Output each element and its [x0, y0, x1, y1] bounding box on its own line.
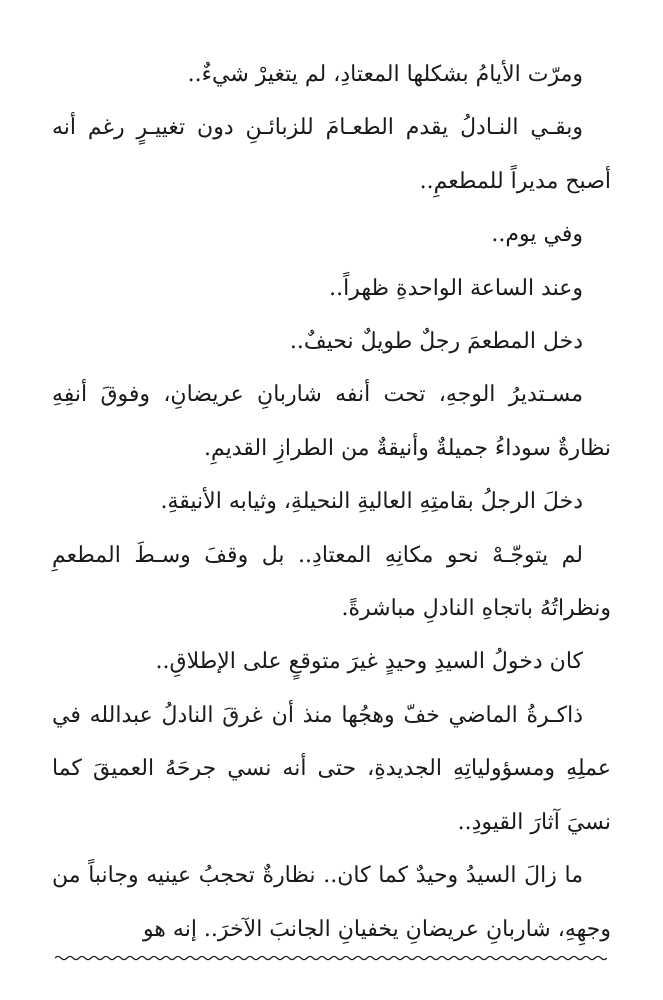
wavy-divider [55, 950, 607, 966]
paragraph: وبقـي النـادلُ يقدم الطعـامَ للزبائـنِ دون تغييـرٍ رغم أنه أصبح مديراً للمطعمِ.. [52, 115, 611, 194]
paragraph: دخلَ الرجلُ بقامتِهِ العاليةِ النحيلةِ، وثيابه الأنيقةِ. [160, 489, 583, 515]
paragraph: دخل المطعمَ رجلٌ طويلٌ نحيفٌ.. [289, 329, 583, 355]
story-text [52, 48, 611, 956]
paragraph: وفي يوم.. [491, 222, 583, 248]
paragraph: ومرّت الأيامُ بشكلها المعتادِ، لم يتغيرْ شيءٌ.. [187, 62, 583, 87]
paragraph: وعند الساعة الواحدةِ ظهراً.. [329, 275, 583, 301]
paragraph: لم يتوجّـهْ نحو مكانِهِ المعتادِ.. بل وقفَ وسـطَ المطعمِ ونظراتُهُ باتجاهِ النادلِ مباشرةً. [52, 542, 611, 622]
paragraph: ذاكـرةُ الماضي خفّ وهجُها منذ أن غرقَ النادلُ عبدالله في عملِهِ ومسؤولياتِهِ الجديدةِ، حتى أنه نسي جرحَهُ العميقَ كما نسيَ آثارَ القيودِ.. [52, 702, 611, 835]
paragraph: مسـتديرُ الوجهِ، تحت أنفه شاربانِ عريضانِ، وفوقَ أنفِهِ نظارةٌ سوداءُ جميلةٌ وأنيقةٌ من الطرازِ القديمِ. [52, 382, 611, 461]
paragraph: ما زالَ السيدُ وحيدٌ كما كان.. نظارةٌ تحجبُ عينيه وجانباً من وجهِهِ، شاربانِ عريضانِ يخفيانِ الجانبَ الآخرَ.. إنه هو [52, 863, 611, 942]
paragraph: كان دخولُ السيدِ وحيدٍ غيرَ متوقعٍ على الإطلاقِ.. [155, 649, 583, 675]
